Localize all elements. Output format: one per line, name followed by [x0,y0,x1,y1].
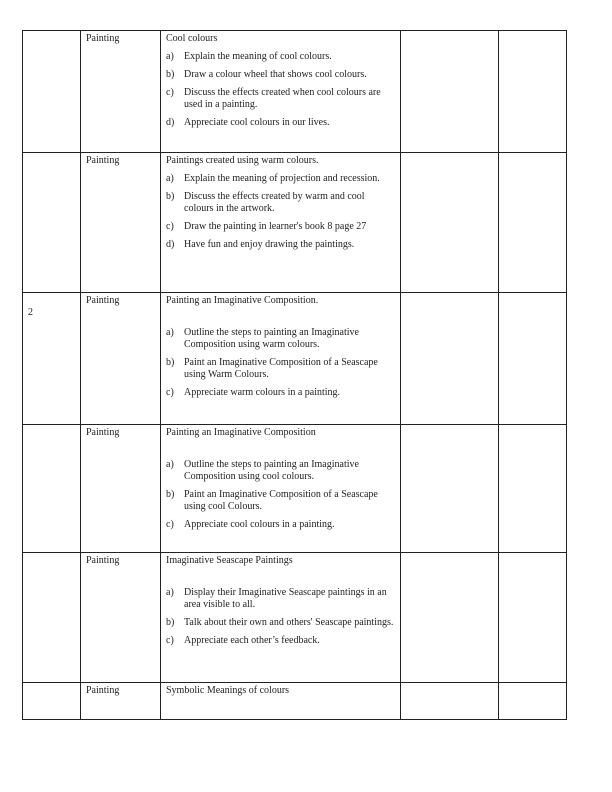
list-item [166,221,395,233]
strand-label: Painting [86,555,120,566]
item-label: a) [166,459,174,470]
item-label: a) [166,327,174,338]
week-cell [23,553,81,683]
week-cell [23,31,81,153]
list-item [166,69,395,81]
outcomes-cell [161,293,401,425]
item-text: Appreciate cool colours in a painting. [184,519,335,530]
list-item [166,327,395,351]
list-item [166,387,395,399]
item-label: b) [166,617,175,628]
item-text: Discuss the effects created when cool colours are used in a painting. [184,87,381,110]
list-item [166,519,395,531]
table-row [23,31,567,153]
item-text: Explain the meaning of cool colours. [184,51,332,62]
strand-cell [81,31,161,153]
list-item [166,87,395,111]
outcomes-cell [161,553,401,683]
lesson-title: Cool colours [166,33,218,44]
lesson-title: Symbolic Meanings of colours [166,685,290,696]
list-item [166,239,395,251]
week-cell [23,683,81,720]
empty-cell [401,293,499,425]
item-text: Appreciate warm colours in a painting. [184,387,341,398]
item-text: Paint an Imaginative Composition of a Seascape using cool Colours. [184,489,378,512]
outcome-list [166,587,395,647]
item-text: Explain the meaning of projection and recession. [184,173,380,184]
outcomes-cell [161,31,401,153]
empty-cell [401,553,499,683]
spacer [166,439,395,453]
strand-cell [81,153,161,293]
item-label: b) [166,69,175,80]
item-text: Appreciate each other’s feedback. [184,635,320,646]
outcome-list [166,459,395,531]
empty-cell [499,683,567,720]
item-label: c) [166,519,174,530]
empty-cell [499,153,567,293]
empty-cell [401,31,499,153]
lesson-title: Imaginative Seascape Paintings [166,555,293,566]
item-text: Display their Imaginative Seascape paintings in an area visible to all. [184,587,387,610]
empty-cell [401,153,499,293]
item-label: b) [166,191,175,202]
item-text: Outline the steps to painting an Imaginative Composition using warm colours. [184,327,359,350]
list-item [166,51,395,63]
strand-cell [81,553,161,683]
item-label: c) [166,387,174,398]
table-row [23,553,567,683]
item-text: Draw the painting in learner's book 8 page 27 [184,221,367,232]
strand-cell [81,293,161,425]
strand-label: Painting [86,685,120,696]
outcomes-cell [161,425,401,553]
item-label: a) [166,51,174,62]
empty-cell [499,553,567,683]
spacer [166,307,395,321]
spacer [166,567,395,581]
item-label: d) [166,239,175,250]
strand-label: Painting [86,155,120,166]
item-label: b) [166,357,175,368]
item-label: d) [166,117,175,128]
item-text: Appreciate cool colours in our lives. [184,117,330,128]
list-item [166,587,395,611]
outcome-list [166,327,395,399]
empty-cell [499,293,567,425]
list-item [166,459,395,483]
lesson-title: Painting an Imaginative Composition. [166,295,319,306]
outcome-list [166,51,395,129]
list-item [166,617,395,629]
item-label: a) [166,587,174,598]
empty-cell [401,425,499,553]
empty-cell [401,683,499,720]
item-text: Paint an Imaginative Composition of a Seascape using Warm Colours. [184,357,378,380]
item-label: a) [166,173,174,184]
list-item [166,117,395,129]
strand-label: Painting [86,33,120,44]
week-number: 2 [28,307,33,318]
week-cell [23,153,81,293]
item-text: Have fun and enjoy drawing the paintings. [184,239,355,250]
item-text: Discuss the effects created by warm and cool colours in the artwork. [184,191,365,214]
table-row [23,153,567,293]
item-text: Draw a colour wheel that shows cool colours. [184,69,367,80]
list-item [166,191,395,215]
week-cell [23,425,81,553]
scheme-of-work-table [22,30,567,720]
week-cell [23,293,81,425]
table-row [23,293,567,425]
list-item [166,489,395,513]
list-item [166,635,395,647]
item-label: c) [166,221,174,232]
strand-label: Painting [86,295,120,306]
empty-cell [499,31,567,153]
item-text: Talk about their own and others' Seascape paintings. [184,617,394,628]
strand-cell [81,425,161,553]
outcome-list [166,173,395,251]
item-text: Outline the steps to painting an Imaginative Composition using cool colours. [184,459,359,482]
empty-cell [499,425,567,553]
table-row [23,683,567,720]
item-label: c) [166,635,174,646]
list-item [166,173,395,185]
list-item [166,357,395,381]
strand-label: Painting [86,427,120,438]
outcomes-cell [161,683,401,720]
lesson-title: Painting an Imaginative Composition [166,427,316,438]
outcomes-cell [161,153,401,293]
item-label: c) [166,87,174,98]
strand-cell [81,683,161,720]
item-label: b) [166,489,175,500]
lesson-title: Paintings created using warm colours. [166,155,319,166]
table-row [23,425,567,553]
